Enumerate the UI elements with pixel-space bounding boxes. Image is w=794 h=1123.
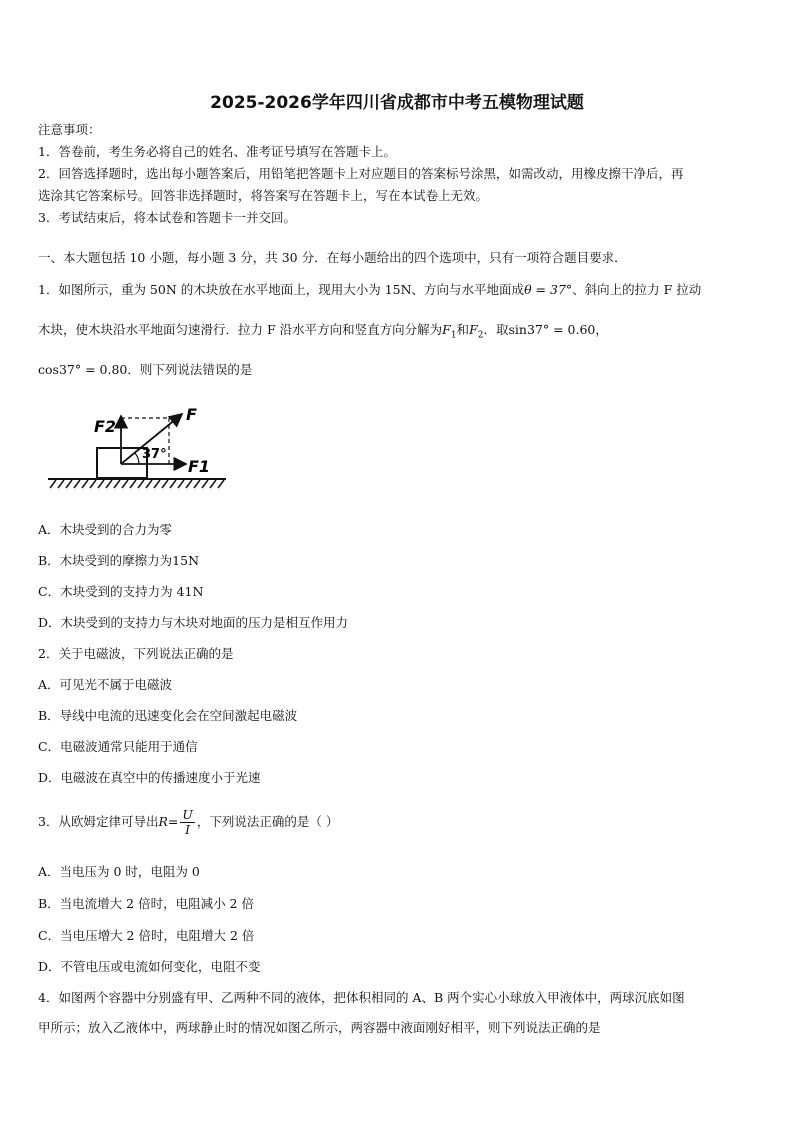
q2-option-b: B．导线中电流的迅速变化会在空间激起电磁波 (38, 708, 298, 723)
q1-option-c: C．木块受到的支持力为 41N (38, 584, 204, 599)
q3-r-eq: R= (158, 814, 179, 829)
q2-option-a: A．可见光不属于电磁波 (38, 677, 173, 692)
q1-line-2 (38, 320, 608, 341)
q1-line-3 (38, 360, 252, 378)
section-heading: 一、本大题包括 10 小题，每小题 3 分，共 30 分．在每小题给出的四个选项中，只有一项符合题目要求． (38, 250, 627, 265)
q3-text: 3．从欧姆定律可导出 (38, 814, 159, 829)
q3-numerator: U (182, 807, 193, 822)
q3-option-a: A．当电压为 0 时，电阻为 0 (38, 864, 200, 879)
notice-item-2-cont: 选涂其它答案标号。回答非选择题时，将答案写在答题卡上，写在本试卷上无效。 (38, 188, 489, 203)
q1-sin: sin37° = 0.60 (508, 322, 596, 337)
q1-text: 和 (456, 322, 470, 337)
q3-stem (38, 804, 338, 840)
q1-text: 木块，使木块沿水平地面匀速滑行．拉力 F 沿水平方向和竖直方向分解为 (38, 322, 443, 337)
q1-text: 1．如图所示，重为 50N 的木块放在水平地面上，现用大小为 15N、方向与水平地面成 (38, 282, 525, 297)
q3-option-b: B．当电流增大 2 倍时，电阻减小 2 倍 (38, 896, 254, 911)
q1-option-d: D．木块受到的支持力与木块对地面的压力是相互作用力 (38, 615, 349, 630)
q3-option-d: D．不管电压或电流如何变化，电阻不变 (38, 959, 261, 974)
q1-f2-sub: 2 (477, 330, 484, 341)
notice-item-1: 1．答卷前，考生务必将自己的姓名、准考证号填写在答题卡上。 (38, 144, 396, 159)
q3-text: ，下列说法正确的是（ ） (196, 814, 339, 829)
q1-cos: cos37° = 0.80 (38, 362, 128, 377)
q1-option-b: B．木块受到的摩擦力为15N (38, 553, 200, 568)
q2-option-d: D．电磁波在真空中的传播速度小于光速 (38, 770, 261, 785)
label-f2: F2 (94, 417, 117, 436)
q3-denominator: I (185, 822, 191, 837)
notice-item-2: 2．回答选择题时，选出每小题答案后，用铅笔把答题卡上对应题目的答案标号涂黑，如需改动，用橡皮擦干净后，再 (38, 166, 684, 181)
q1-f2: F (469, 322, 478, 337)
q1-text: ．则下列说法错误的是 (127, 362, 253, 377)
q2-option-c: C．电磁波通常只能用于通信 (38, 739, 198, 754)
label-f1: F1 (188, 457, 211, 476)
page-title: 2025-2026学年四川省成都市中考五模物理试题 (210, 93, 584, 113)
notice-heading: 注意事项： (38, 122, 101, 137)
label-f: F (186, 405, 197, 424)
ground-hatch (50, 480, 224, 488)
notice-item-3: 3．考试结束后，将本试卷和答题卡一并交回。 (38, 210, 296, 225)
label-angle: 37° (142, 447, 167, 462)
q3-fraction (180, 808, 195, 837)
q1-f1: F (442, 322, 451, 337)
q4-line-2: 甲所示；放入乙液体中，两球静止时的情况如图乙所示，两容器中液面刚好相平，则下列说法正确的是 (38, 1020, 601, 1035)
q1-text: 、斜向上的拉力 F 拉动 (572, 282, 702, 297)
q1-theta: θ = 37° (524, 282, 573, 297)
q4-line-1: 4．如图两个容器中分别盛有甲、乙两种不同的液体，把体积相同的 A、B 两个实心小球放入甲液体中，两球沉底如图 (38, 990, 685, 1005)
q3-option-c: C．当电压增大 2 倍时，电阻增大 2 倍 (38, 928, 255, 943)
q1-option-a: A．木块受到的合力为零 (38, 522, 173, 537)
q1-force-diagram (44, 402, 234, 494)
q1-text: ．取 (483, 322, 509, 337)
q1-text: ， (595, 322, 608, 337)
angle-arc (135, 453, 139, 464)
q1-line-1 (38, 280, 701, 298)
q2-stem: 2．关于电磁波，下列说法正确的是 (38, 646, 234, 661)
q1-f1-sub: 1 (450, 330, 457, 341)
